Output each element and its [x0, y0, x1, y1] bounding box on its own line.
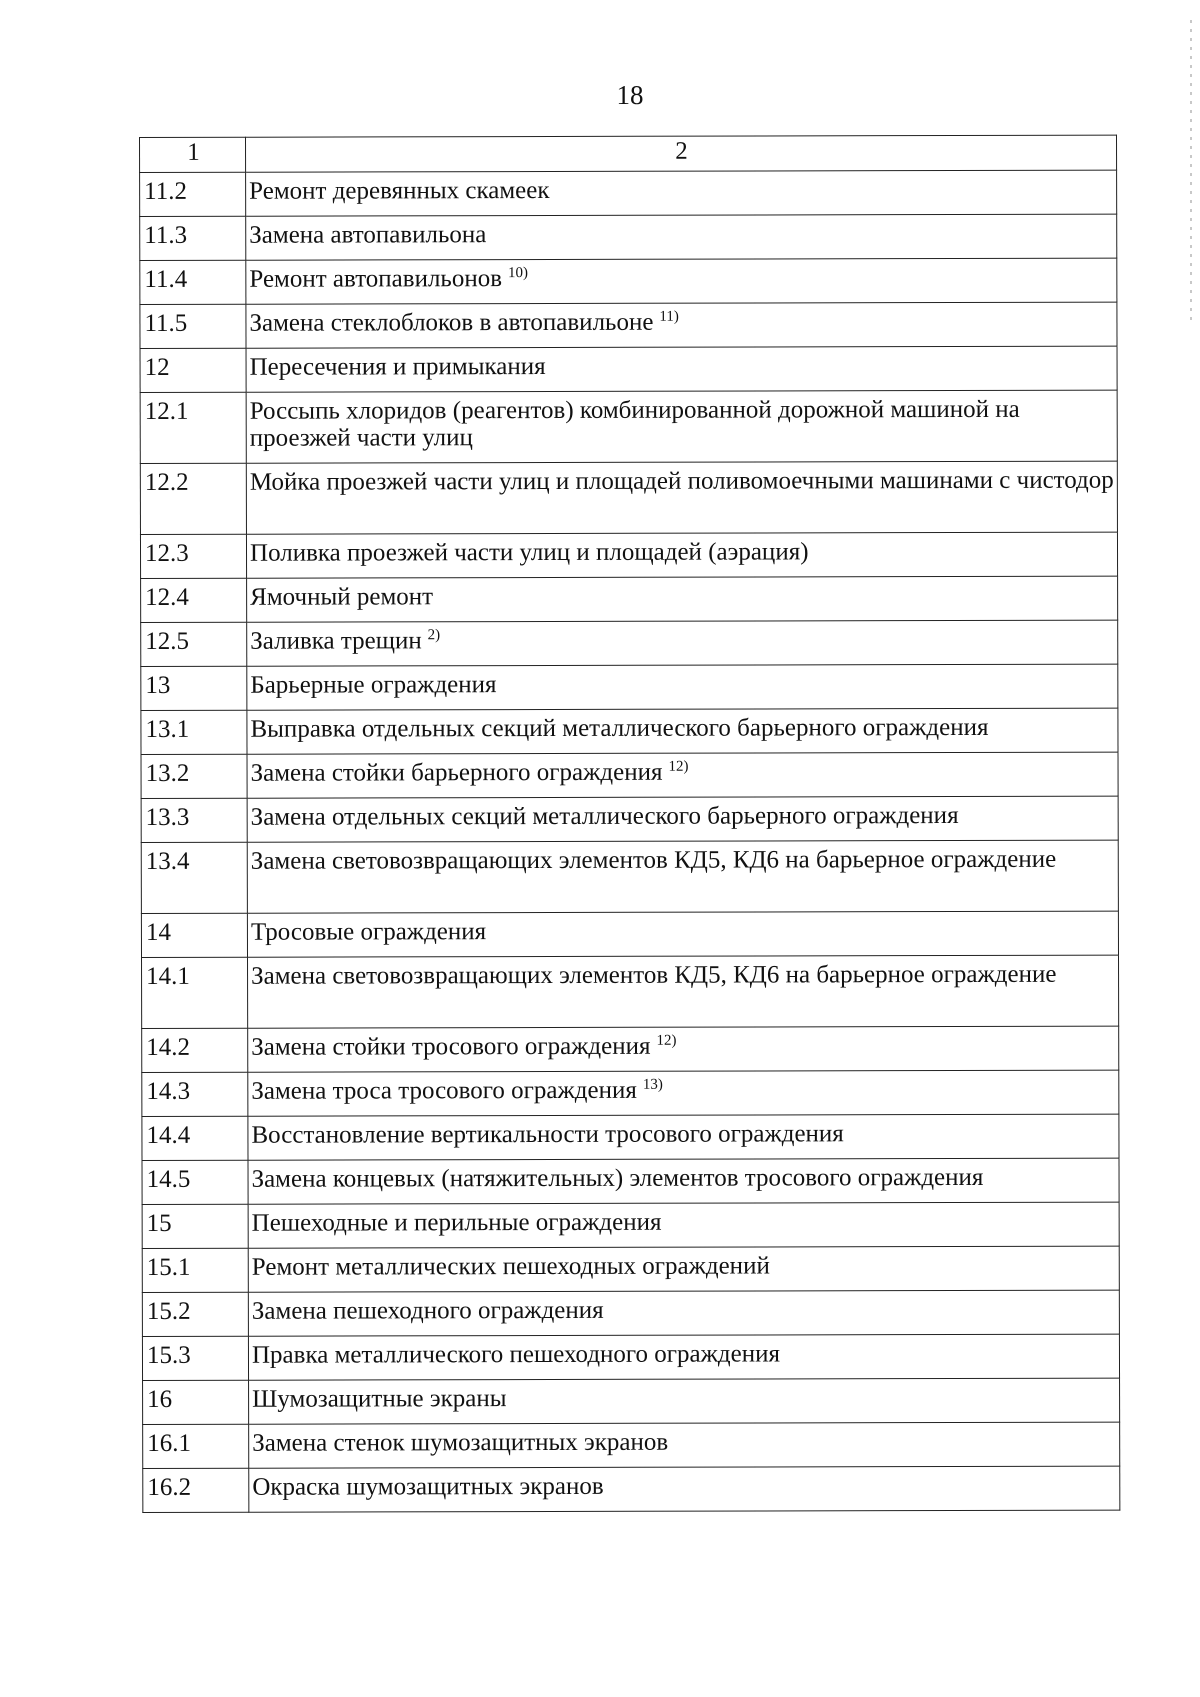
row-description: Замена стойки тросового ограждения — [251, 1032, 651, 1061]
row-description-cell — [249, 1422, 1120, 1468]
row-description-cell — [247, 840, 1118, 913]
row-description: Замена троса тросового ограждения — [251, 1076, 637, 1105]
row-number: 11.3 — [140, 216, 246, 260]
row-description-cell — [247, 796, 1118, 842]
row-description-cell — [248, 1158, 1119, 1204]
table-row — [142, 955, 1119, 1028]
row-description-cell — [248, 1026, 1119, 1072]
row-number: 14.1 — [142, 957, 248, 1028]
row-description: Выправка отдельных секций металлического барьерного ограждения — [250, 713, 989, 743]
row-description-cell — [247, 752, 1118, 798]
row-description: Замена стенок шумозащитных экранов — [252, 1428, 669, 1457]
works-table — [139, 135, 1120, 1513]
row-number: 13.3 — [141, 798, 247, 842]
works-table-container — [139, 135, 1120, 1513]
row-number: 11.5 — [140, 304, 246, 348]
row-number: 11.4 — [140, 260, 246, 304]
row-description-cell — [248, 1246, 1119, 1292]
table-row — [142, 1114, 1119, 1160]
row-description-cell — [246, 170, 1117, 216]
row-description-cell — [249, 1378, 1120, 1424]
table-row — [142, 1026, 1119, 1072]
row-description-cell — [247, 708, 1118, 754]
row-description-cell — [247, 620, 1118, 666]
row-description-cell — [248, 1070, 1119, 1116]
table-row — [141, 664, 1118, 710]
row-description: Ремонт металлических пешеходных ограждений — [251, 1252, 770, 1281]
row-description: Замена отдельных секций металлического барьерного ограждения — [250, 801, 959, 831]
row-description-cell — [246, 214, 1117, 260]
row-description: Тросовые ограждения — [250, 918, 487, 946]
page-number: 18 — [616, 80, 644, 110]
row-number: 15 — [142, 1204, 248, 1248]
table-row — [141, 911, 1118, 957]
table-row — [141, 840, 1118, 913]
row-description: Правка металлического пешеходного ограждения — [251, 1340, 781, 1369]
row-description: Замена световозвращающих элементов КД5, КД6 на барьерное ограждение — [251, 960, 1057, 990]
row-description-cell — [246, 532, 1117, 578]
row-description: Пешеходные и перильные ограждения — [251, 1208, 662, 1237]
table-row — [142, 1290, 1119, 1336]
table-row — [143, 1466, 1120, 1512]
row-number: 14.5 — [142, 1160, 248, 1204]
footnote-reference: 11) — [659, 308, 679, 325]
footnote-reference: 12) — [656, 1032, 677, 1049]
row-number: 12.1 — [140, 392, 246, 463]
table-row — [140, 532, 1117, 578]
row-description: Окраска шумозащитных экранов — [252, 1472, 604, 1501]
row-description-cell — [246, 390, 1117, 463]
row-number: 13.4 — [141, 842, 247, 913]
row-number: 14.3 — [142, 1072, 248, 1116]
works-table-body — [140, 135, 1120, 1512]
table-row — [143, 1378, 1120, 1424]
row-description: Ремонт деревянных скамеек — [249, 176, 550, 205]
row-description: Замена стойки барьерного ограждения — [250, 758, 663, 787]
row-number: 13 — [141, 666, 247, 710]
row-number: 13.1 — [141, 710, 247, 754]
row-description-cell — [248, 1114, 1119, 1160]
row-number: 12 — [140, 348, 246, 392]
scan-edge-mark — [1190, 20, 1192, 320]
table-row — [143, 1422, 1120, 1468]
table-row — [140, 214, 1117, 260]
footnote-reference: 2) — [427, 626, 441, 643]
row-description-cell — [246, 258, 1117, 304]
row-description: Ямочный ремонт — [250, 583, 434, 611]
table-row — [140, 390, 1117, 463]
row-description-cell — [248, 955, 1119, 1028]
row-description: Пересечения и примыкания — [249, 353, 546, 381]
footnote-reference: 12) — [668, 758, 689, 775]
row-description: Восстановление вертикальности тросового ограждения — [251, 1120, 844, 1149]
table-row — [141, 620, 1118, 666]
row-description: Замена концевых (натяжительных) элементов тросового ограждения — [251, 1163, 984, 1193]
table-row — [142, 1158, 1119, 1204]
row-number: 16.1 — [143, 1424, 249, 1468]
table-row — [141, 796, 1118, 842]
row-description-cell — [248, 1334, 1119, 1380]
row-description-cell — [248, 1290, 1119, 1336]
row-description: Замена световозвращающих элементов КД5, КД6 на барьерное ограждение — [250, 845, 1057, 875]
row-number: 15.3 — [142, 1336, 248, 1380]
row-number: 14.2 — [142, 1028, 248, 1072]
row-number: 16.2 — [143, 1468, 249, 1512]
row-description-cell — [246, 461, 1117, 534]
table-row — [140, 302, 1117, 348]
row-description: Поливка проезжей части улиц и площадей (аэрация) — [249, 538, 809, 567]
table-header-row — [140, 135, 1117, 172]
row-number: 12.5 — [141, 622, 247, 666]
table-row — [140, 461, 1117, 534]
row-description: Замена пешеходного ограждения — [251, 1296, 604, 1325]
row-description-cell — [249, 1466, 1120, 1512]
table-row — [142, 1070, 1119, 1116]
row-description: Россыпь хлоридов (реагентов) комбинированной дорожной машиной на проезжей части улиц — [249, 395, 1020, 452]
row-number: 16 — [143, 1380, 249, 1424]
header-column-2: 2 — [246, 135, 1117, 172]
row-description: Барьерные ограждения — [250, 671, 497, 699]
row-number: 15.2 — [142, 1292, 248, 1336]
row-description: Мойка проезжей части улиц и площадей поливомоечными машинами с чистодор — [249, 466, 1114, 496]
row-number: 11.2 — [140, 172, 246, 216]
footnote-reference: 10) — [507, 264, 528, 281]
row-number: 12.2 — [140, 463, 246, 534]
table-row — [142, 1246, 1119, 1292]
row-description-cell — [246, 302, 1117, 348]
header-column-1: 1 — [140, 137, 246, 172]
row-description: Замена автопавильона — [249, 221, 487, 249]
table-row — [141, 576, 1118, 622]
row-description-cell — [247, 576, 1118, 622]
row-description-cell — [248, 1202, 1119, 1248]
row-description: Замена стеклоблоков в автопавильоне — [249, 308, 654, 337]
row-description-cell — [246, 346, 1117, 392]
row-number: 12.4 — [141, 578, 247, 622]
row-description-cell — [247, 664, 1118, 710]
table-row — [142, 1334, 1119, 1380]
table-row — [140, 170, 1117, 216]
row-description: Ремонт автопавильонов — [249, 265, 503, 293]
table-row — [141, 708, 1118, 754]
table-row — [142, 1202, 1119, 1248]
row-description-cell — [247, 911, 1118, 957]
row-number: 15.1 — [142, 1248, 248, 1292]
row-number: 12.3 — [140, 534, 246, 578]
table-row — [140, 346, 1117, 392]
row-number: 13.2 — [141, 754, 247, 798]
row-number: 14.4 — [142, 1116, 248, 1160]
row-description: Шумозащитные экраны — [252, 1385, 507, 1413]
footnote-reference: 13) — [642, 1076, 663, 1093]
table-row — [141, 752, 1118, 798]
row-number: 14 — [141, 913, 247, 957]
table-row — [140, 258, 1117, 304]
row-description: Заливка трещин — [250, 627, 422, 655]
